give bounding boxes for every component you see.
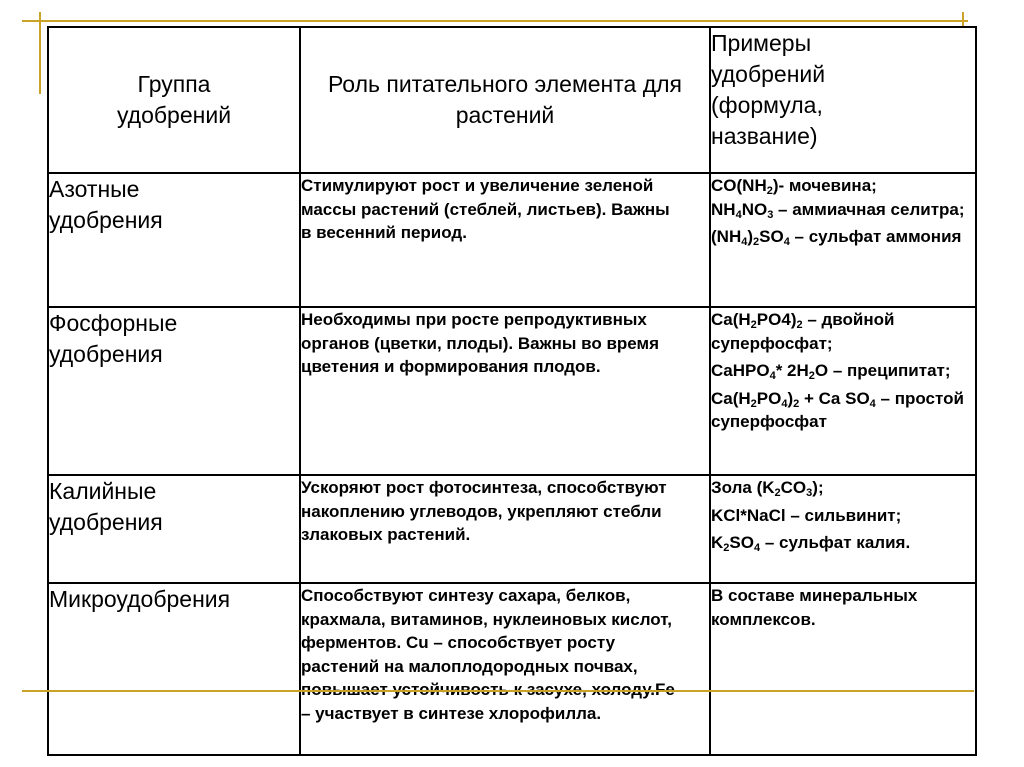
examples-cell — [710, 307, 976, 475]
group-name: Азотные удобрения — [49, 176, 163, 233]
group-name: Микроудобрения — [49, 586, 231, 612]
decorative-frame-left-line — [39, 12, 41, 94]
table-row — [48, 583, 976, 755]
fertilizer-table — [47, 26, 977, 756]
header-role — [300, 27, 710, 173]
role-cell — [300, 583, 710, 755]
example-line: $K_2SO_4$ – сульфат калия. — [711, 533, 911, 554]
group-cell — [48, 307, 300, 475]
example-line: $NH_4NO_3$ – аммиачная селитра; — [711, 199, 965, 221]
example-line: $Ca(H_2PO4)_2$ – двойной суперфосфат; — [711, 310, 895, 353]
examples-cell — [710, 583, 976, 755]
header-examples — [710, 27, 976, 173]
role-text: Стимулируют рост и увеличение зеленой массы растений (стеблей, листьев). Важны в весенний период. — [301, 176, 670, 242]
example-line: В составе минеральных комплексов. — [711, 586, 918, 629]
examples-cell — [710, 475, 976, 583]
table-row — [48, 475, 976, 583]
role-cell — [300, 307, 710, 475]
decorative-frame-bottom-line — [22, 690, 974, 692]
header-examples-text: Примеры удобрений (формула, название) — [711, 30, 826, 149]
header-group-text: Группа удобрений — [116, 71, 232, 128]
header-role-text: Роль питательного элемента для растений — [327, 71, 683, 128]
table-header-row — [48, 27, 976, 173]
example-line: CaHPO$_4$* $2H_2O$ – преципитат; — [711, 361, 951, 382]
example-line: $(NH_4)_2SO_4$ – сульфат аммония — [711, 227, 962, 248]
group-name: Калийные удобрения — [49, 478, 163, 535]
example-line: $Ca(H_2PO_4)_2 + Ca$ $SO_4$ – простой суперфосфат — [711, 388, 964, 431]
role-cell — [300, 475, 710, 583]
table-row — [48, 307, 976, 475]
group-cell — [48, 475, 300, 583]
example-line: Зола $(K_2CO_3)$; — [711, 478, 824, 499]
example-line: $CO(NH_2)-$ мочевина; — [711, 176, 877, 197]
role-text: Способствуют синтезу сахара, белков, крахмала, витаминов, нуклеиновых кислот, ферментов. Cu – способствует росту растений на малоплодородных почвах, – участвует в синтезе хлорофилла. — [301, 586, 673, 723]
header-group — [48, 27, 300, 173]
decorative-frame-right-line — [962, 12, 964, 26]
role-text: Ускоряют рост фотосинтеза, способствуют накоплению углеводов, укрепляют стебли злаковых растений. — [301, 478, 667, 544]
role-cell — [300, 173, 710, 307]
example-line: KCl*NaCl – сильвинит; — [711, 505, 902, 525]
role-text: Необходимы при росте репродуктивных органов (цветки, плоды). Важны во время цветения и формирования плодов. — [301, 310, 660, 376]
table-row — [48, 173, 976, 307]
group-cell — [48, 583, 300, 755]
group-cell — [48, 173, 300, 307]
group-name: Фосфорные удобрения — [49, 310, 178, 367]
examples-cell — [710, 173, 976, 307]
decorative-frame-top-line — [22, 20, 968, 22]
